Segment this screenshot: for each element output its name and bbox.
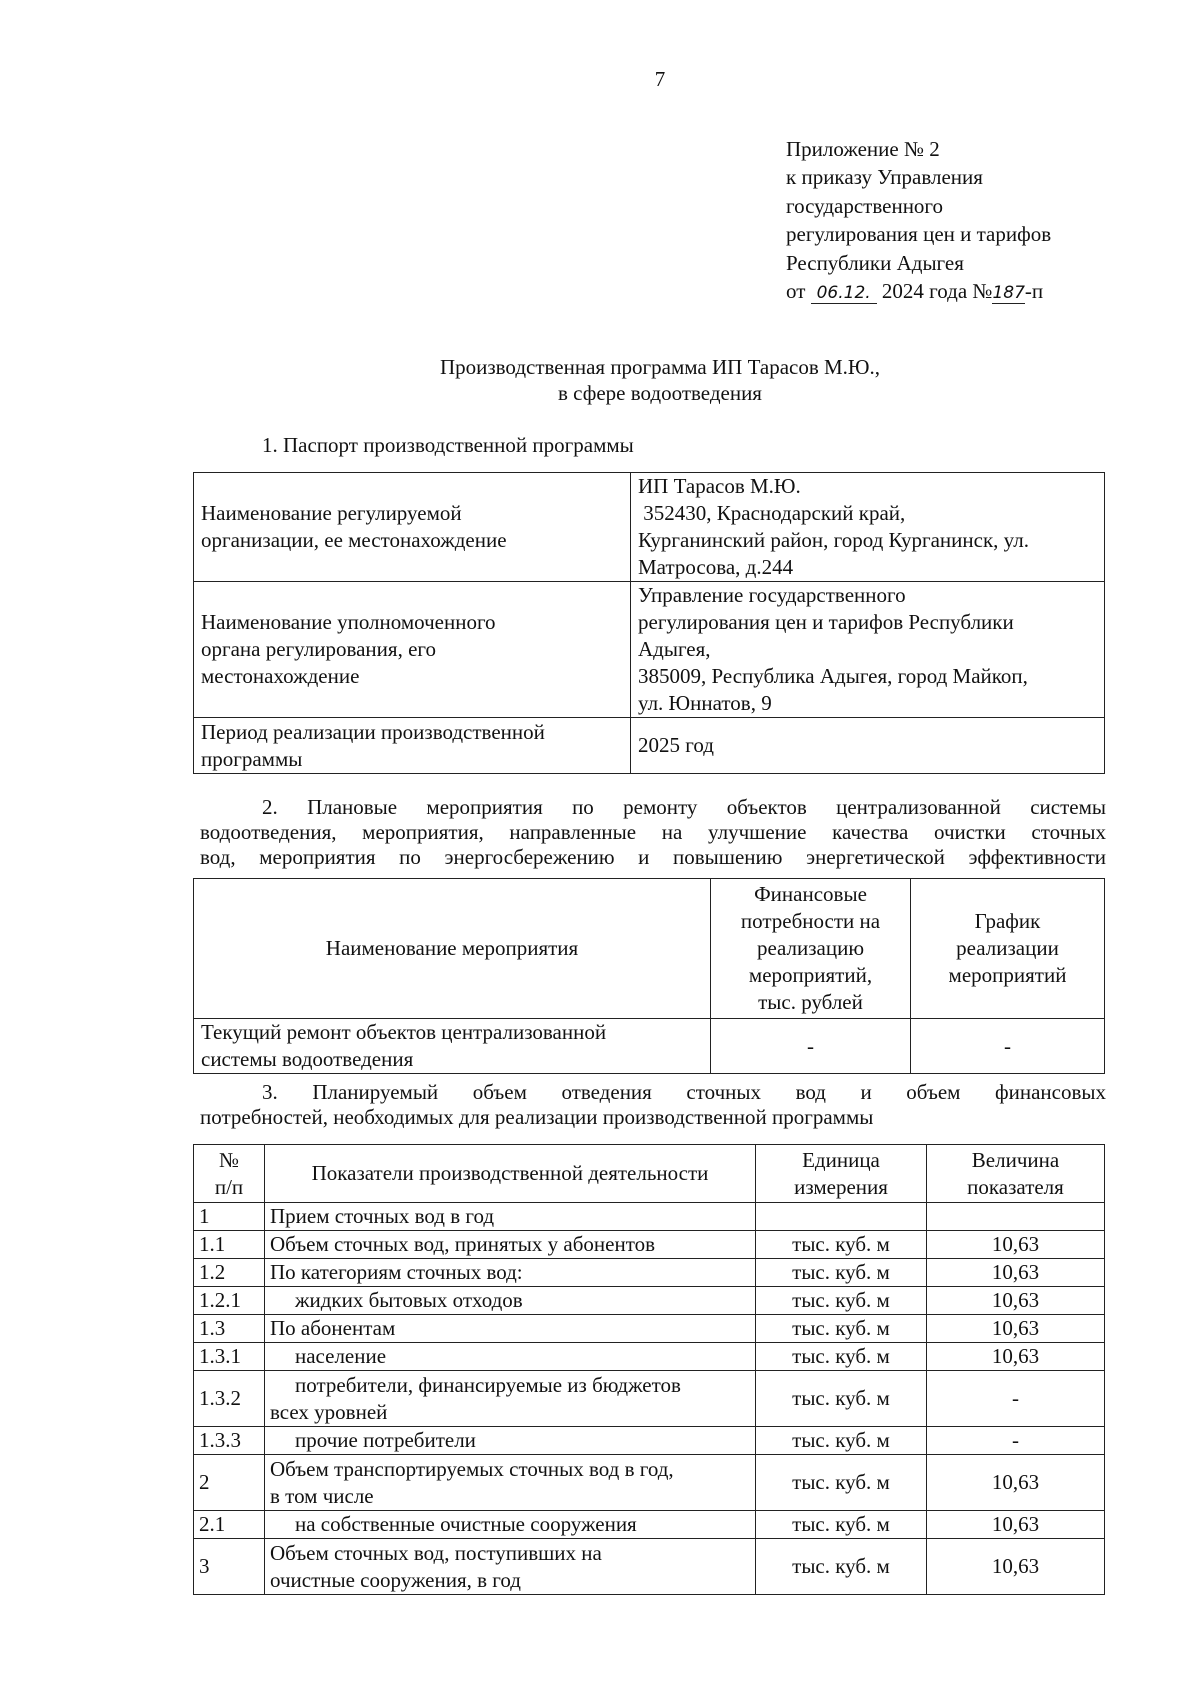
table-header-row <box>194 1145 1105 1203</box>
cell-unit: тыс. куб. м <box>756 1287 927 1315</box>
table-row <box>194 1287 1105 1315</box>
page-number: 7 <box>654 67 666 91</box>
table-cell-value <box>631 718 1105 774</box>
table-row <box>194 1343 1105 1371</box>
cell-indicator: жидких бытовых отходов <box>265 1287 756 1315</box>
appendix-block <box>786 135 1146 305</box>
cell-num: 3 <box>194 1539 265 1595</box>
cell-line: п/п <box>214 1174 244 1199</box>
table-row <box>194 1203 1105 1231</box>
table-cell-schedule: - <box>911 1019 1105 1074</box>
cell-line: ул. Юннатов, 9 <box>638 691 772 715</box>
cell-line: Период реализации производственной <box>201 719 545 744</box>
cell-indicator: прочие потребители <box>265 1427 756 1455</box>
cell-line: показателя <box>967 1174 1064 1199</box>
table-row <box>194 1511 1105 1539</box>
cell-indicator: Прием сточных вод в год <box>265 1203 756 1231</box>
table-row <box>194 1539 1105 1595</box>
appendix-line: Республики Адыгея <box>786 250 964 275</box>
header-num <box>194 1145 265 1203</box>
cell-value: 10,63 <box>927 1259 1105 1287</box>
cell-value: 10,63 <box>927 1455 1105 1511</box>
table-row <box>194 718 1105 774</box>
appendix-line: к приказу Управления <box>786 165 983 190</box>
cell-line: 385009, Республика Адыгея, город Майкоп, <box>638 664 1028 688</box>
cell-line: мероприятий <box>948 963 1067 987</box>
cell-num: 1.1 <box>194 1231 265 1259</box>
cell-num: 1.3 <box>194 1315 265 1343</box>
table-cell-finance: - <box>711 1019 911 1074</box>
cell-value: - <box>927 1427 1105 1455</box>
cell-line: Финансовые <box>754 882 867 906</box>
cell-indicator: на собственные очистные сооружения <box>265 1511 756 1539</box>
appendix-line: Приложение № 2 <box>786 137 940 161</box>
cell-value: 10,63 <box>927 1315 1105 1343</box>
cell-line: Единица <box>802 1147 880 1172</box>
heading-line: потребностей, необходимых для реализации производственной программы <box>200 1105 874 1129</box>
cell-value: 10,63 <box>927 1343 1105 1371</box>
cell-line: ИП Тарасов М.Ю. <box>638 474 801 498</box>
cell-line: Объем сточных вод, поступивших на <box>270 1540 602 1565</box>
cell-line: очистные сооружения, в год <box>270 1567 521 1592</box>
cell-indicator: По абонентам <box>265 1315 756 1343</box>
cell-num: 1.3.1 <box>194 1343 265 1371</box>
cell-unit: тыс. куб. м <box>756 1315 927 1343</box>
table-cell-label <box>194 473 631 582</box>
table-cell-value <box>631 473 1105 582</box>
cell-num: 1 <box>194 1203 265 1231</box>
cell-line: реализацию <box>756 936 865 960</box>
title-line: в сфере водоотведения <box>558 381 762 405</box>
cell-num: 1.2 <box>194 1259 265 1287</box>
events-table <box>193 878 1105 1074</box>
appendix-line: государственного <box>786 193 944 218</box>
cell-value: 10,63 <box>927 1287 1105 1315</box>
cell-unit: тыс. куб. м <box>756 1455 927 1511</box>
cell-line: регулирования цен и тарифов Республики <box>638 610 1014 634</box>
section-2-heading <box>200 795 1106 870</box>
header-schedule <box>911 879 1105 1019</box>
cell-line: реализации <box>956 936 1059 960</box>
table-header-row <box>194 879 1105 1019</box>
cell-line: Управление государственного <box>638 583 906 607</box>
cell-value: 10,63 <box>927 1511 1105 1539</box>
cell-unit: тыс. куб. м <box>756 1511 927 1539</box>
cell-line: Наименование уполномоченного <box>201 610 496 634</box>
header-unit <box>756 1145 927 1203</box>
cell-line: Объем транспортируемых сточных вод в год, <box>270 1456 674 1481</box>
cell-indicator: По категориям сточных вод: <box>265 1259 756 1287</box>
cell-value: - <box>927 1371 1105 1427</box>
cell-line: № <box>218 1147 240 1172</box>
cell-num: 2 <box>194 1455 265 1511</box>
cell-line: Наименование регулируемой <box>201 501 462 525</box>
cell-line: потребители, финансируемые из бюджетов <box>295 1372 681 1397</box>
cell-unit: тыс. куб. м <box>756 1371 927 1427</box>
cell-indicator: Объем сточных вод, принятых у абонентов <box>265 1231 756 1259</box>
cell-line: Адыгея, <box>638 637 711 661</box>
table-row <box>194 582 1105 718</box>
cell-line: местонахождение <box>201 664 360 688</box>
handwritten-date: 06.12. <box>811 283 877 304</box>
table-row <box>194 1427 1105 1455</box>
cell-line: тыс. рублей <box>758 990 863 1014</box>
cell-unit: тыс. куб. м <box>756 1539 927 1595</box>
table-row <box>194 1019 1105 1074</box>
cell-value <box>927 1203 1105 1231</box>
table-cell-label <box>194 582 631 718</box>
cell-indicator <box>265 1539 756 1595</box>
document-title <box>0 354 1200 406</box>
cell-indicator <box>265 1455 756 1511</box>
title-line: Производственная программа ИП Тарасов М.Ю., <box>439 355 881 379</box>
cell-line: органа регулирования, его <box>201 637 436 661</box>
header-value <box>927 1145 1105 1203</box>
header-finance <box>711 879 911 1019</box>
table-row <box>194 1259 1105 1287</box>
cell-line: программы <box>201 746 303 771</box>
cell-num: 2.1 <box>194 1511 265 1539</box>
appendix-line: регулирования цен и тарифов <box>786 222 1052 247</box>
table-row <box>194 1231 1105 1259</box>
date-prefix: от <box>786 279 806 304</box>
table-cell-value <box>631 582 1105 718</box>
cell-line: 352430, Краснодарский край, <box>638 501 906 525</box>
number-suffix: -п <box>1024 279 1044 304</box>
heading-line: водоотведения, мероприятия, направленные на улучшение качества очистки сточных <box>200 820 1106 844</box>
header-indicator: Показатели производственной деятельности <box>265 1145 756 1203</box>
table-cell-event <box>194 1019 711 1074</box>
table-row <box>194 1455 1105 1511</box>
cell-line: 2025 год <box>638 733 714 757</box>
section-1-heading: 1. Паспорт производственной программы <box>262 433 634 457</box>
handwritten-number: 187 <box>992 283 1025 304</box>
cell-line: График <box>974 909 1041 933</box>
cell-line: Матросова, д.244 <box>638 555 794 579</box>
header-event-name: Наименование мероприятия <box>194 879 711 1019</box>
section-3-heading <box>200 1080 1106 1130</box>
appendix-date-line <box>786 277 1146 305</box>
table-row <box>194 1371 1105 1427</box>
cell-unit: тыс. куб. м <box>756 1259 927 1287</box>
cell-unit: тыс. куб. м <box>756 1231 927 1259</box>
indicators-table <box>193 1144 1105 1595</box>
cell-value: 10,63 <box>927 1539 1105 1595</box>
cell-line: организации, ее местонахождение <box>201 528 507 552</box>
cell-line: всех уровней <box>270 1399 388 1424</box>
cell-line: системы водоотведения <box>201 1047 414 1071</box>
heading-line: вод, мероприятия по энергосбережению и повышению энергетической эффективности <box>200 845 1106 869</box>
table-cell-label <box>194 718 631 774</box>
cell-line: Текущий ремонт объектов централизованной <box>201 1020 607 1044</box>
cell-unit: тыс. куб. м <box>756 1343 927 1371</box>
cell-line: измерения <box>794 1174 888 1199</box>
cell-line: Величина <box>971 1147 1060 1172</box>
passport-table <box>193 472 1105 774</box>
table-row <box>194 473 1105 582</box>
cell-line: мероприятий, <box>748 963 873 987</box>
cell-num: 1.3.3 <box>194 1427 265 1455</box>
table-row <box>194 1315 1105 1343</box>
heading-line: 3. Планируемый объем отведения сточных вод и объем финансовых <box>262 1080 1106 1104</box>
date-year: 2024 года № <box>881 279 993 304</box>
cell-line: потребности на <box>740 909 881 933</box>
cell-num: 1.2.1 <box>194 1287 265 1315</box>
cell-indicator <box>265 1371 756 1427</box>
cell-indicator: население <box>265 1343 756 1371</box>
heading-line: 2. Плановые мероприятия по ремонту объектов централизованной системы <box>262 795 1106 819</box>
cell-unit <box>756 1203 927 1231</box>
cell-num: 1.3.2 <box>194 1371 265 1427</box>
cell-unit: тыс. куб. м <box>756 1427 927 1455</box>
cell-value: 10,63 <box>927 1231 1105 1259</box>
cell-line: Курганинский район, город Курганинск, ул. <box>638 528 1029 552</box>
cell-line: в том числе <box>270 1483 374 1508</box>
